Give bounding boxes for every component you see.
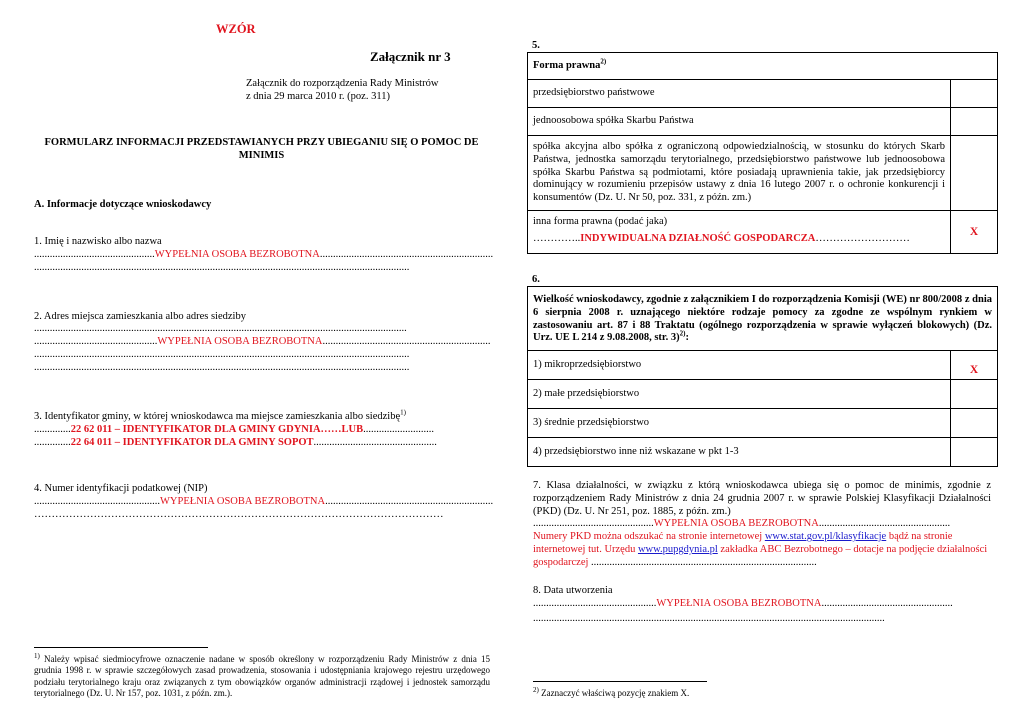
field1-value: WYPEŁNIA OSOBA BEZROBOTNA [154,249,320,260]
footnote-divider-2 [533,681,707,682]
footnote-ref-2b: 2) [679,329,686,338]
footnote-ref-2: 2) [600,57,607,66]
table-row [528,210,998,253]
table-row [528,380,998,409]
company-size-table [527,286,998,467]
field3-label: 3. Identyfikator gminy, w której wnioskodawca ma miejsce zamieszkania albo siedzibę$^{1)}$ [34,408,406,422]
field1-number: 1 [34,236,40,247]
field2-line4[interactable]: ............................................................................................................................................... [34,362,410,373]
legal-form-checkbox[interactable] [951,136,998,211]
section8-value-line[interactable]: ...............................................WYPEŁNIA OSOBA BEZROBOTNA.................................................. [533,597,953,609]
field4-label: 4. Numer identyfikacji podatkowej (NIP) [34,483,208,494]
stat-gov-link[interactable]: www.stat.gov.pl/klasyfikacje [764,531,887,543]
field2-label: 2. Adres miejsca zamieszkania albo adres siedziby [34,311,246,322]
section8 [533,585,991,625]
section8-value: WYPEŁNIA OSOBA BEZROBOTNA [656,597,822,609]
company-size-checkbox[interactable] [951,380,998,409]
field3-line1[interactable]: ..............22 62 011 – IDENTYFIKATOR DLA GMINY GDYNIA……LUB........................... [34,424,434,435]
form-title: FORMULARZ INFORMACJI PRZEDSTAWIANYCH PRZY UBIEGANIU SIĘ O POMOC DE MINIMIS [44,137,479,161]
table-row [528,409,998,438]
wzor-label: WZÓR [216,22,256,36]
section8-label: 8. Data utworzenia [533,585,613,596]
field4-line1[interactable]: ................................................WYPEŁNIA OSOBA BEZROBOTNA................................................................ [34,496,494,507]
legal-form-other [528,210,951,253]
footnote-2-ref: 2) [533,686,539,694]
field3-line2[interactable]: ..............22 64 011 – IDENTYFIKATOR DLA GMINY SOPOT............................................... [34,437,437,448]
field2-value: WYPEŁNIA OSOBA BEZROBOTNA [157,336,323,347]
field1-line1[interactable]: ..............................................WYPEŁNIA OSOBA BEZROBOTNA.................................................................. [34,249,494,260]
company-size-option-label: 1) mikroprzedsiębiorstwo [528,351,951,380]
attachment-reference [246,78,486,104]
field2-line2[interactable]: ...............................................WYPEŁNIA OSOBA BEZROBOTNA................................................................ [34,336,491,347]
field2-line3[interactable]: ............................................................................................................................................... [34,349,410,360]
section7-value-line[interactable]: ..............................................WYPEŁNIA OSOBA BEZROBOTNA.................................................. [533,518,951,530]
section7-value: WYPEŁNIA OSOBA BEZROBOTNA [653,518,819,530]
company-size-header: Wielkość wnioskodawcy, zgodnie z załącznikiem I do rozporządzenia Komisji (WE) nr 800/2008 z dnia 6 sierpnia 2008 r. uznającego niektóre rodzaje pomocy za zgodne ze wspólnym rynkiem w zastosowaniu art. 87 i 88 Traktatu (ogólnego rozporządzenia w sprawie wyłączeń blokowych) (Dz. Urz. UE L 214 z 9.08.2008, str. 3)$^{2)}$: [528,287,998,351]
section7 [533,480,991,570]
company-size-option-label: 3) średnie przedsiębiorstwo [528,409,951,438]
field2-line1[interactable]: .............................................................................................................................................. [34,323,407,334]
table-row [528,80,998,108]
section-a-title: A. Informacje dotyczące wnioskodawcy [34,199,212,210]
legal-form-option-label: przedsiębiorstwo państwowe [528,80,951,108]
company-size-checkbox[interactable]: X [951,351,998,380]
footnote-2 [533,688,689,699]
table-row [528,351,998,380]
company-size-option-label: 2) małe przedsiębiorstwo [528,380,951,409]
legal-form-option-label: spółka akcyjna albo spółka z ograniczoną odpowiedzialnością, w stosunku do których Skarb Państwa, jednostka samorządu terytorialnego, przedsiębiorstwo państwowe lub jednoosobowa spółka Skarbu Państwa są podmiotami, które posiadają uprawnienia takie, jak przedsiębiorcy dominujący w rozumieniu przepisów ustawy z dnia 16 lutego 2007 r. o ochronie konkurencji i konsumentów (Dz. U. Nr 50, poz. 331, z późn. zm.) [528,136,951,211]
field3-value1: 22 62 011 – IDENTYFIKATOR DLA GMINY GDYNIA……LUB [70,424,364,435]
field1-label: 1. Imię i nazwisko albo nazwa [34,236,162,247]
legal-form-table [527,52,998,254]
field4-line2[interactable]: ……………………………………………………………………………………………………… [34,509,444,520]
field3-value2: 22 64 011 – IDENTYFIKATOR DLA GMINY SOPOT [70,437,314,448]
company-size-checkbox[interactable] [951,438,998,467]
field4-value: WYPEŁNIA OSOBA BEZROBOTNA [160,496,326,507]
pupgdynia-link[interactable]: www.pupgdynia.pl [637,543,718,555]
legal-form-other-value-line[interactable]: …………..INDYWIDUALNA DZIAŁNOŚĆ GOSPODARCZA……………………… [533,232,910,244]
table-row [528,108,998,136]
footnote-divider [34,647,208,648]
table-row [528,136,998,211]
legal-form-header: Forma prawna$^{2)}$ [528,53,998,80]
footnote-ref-1: 1) [400,408,406,417]
attachment-reference-line2: z dnia 29 marca 2010 r. (poz. 311) [246,90,390,102]
legal-form-option-label: jednoosobowa spółka Skarbu Państwa [528,108,951,136]
legal-form-checkbox[interactable] [951,80,998,108]
section7-text: 7. Klasa działalności, w związku z którą wnioskodawca ubiega się o pomoc de minimis, zgodnie z rozporządzeniem Rady Ministrów z dnia 24 grudnia 2007 r. w sprawie Polskiej Klasyfikacji Działalności (PKD) (Dz. U. Nr 251, poz. 1885, z późn. zm.) [533,480,991,517]
legal-form-other-value: INDYWIDUALNA DZIAŁNOŚĆ GOSPODARCZA [580,232,816,244]
field2-number: 2 [34,311,40,322]
section8-line2[interactable]: ...................................................................................................................................... [533,612,885,624]
section5-number: 5. [532,40,540,51]
field1-line2[interactable]: ............................................................................................................................................... [34,262,410,273]
footnote-1 [34,654,490,699]
footnote-1-ref: 1) [34,652,40,660]
legal-form-checkbox[interactable] [951,108,998,136]
company-size-option-label: 4) przedsiębiorstwo inne niż wskazane w pkt 1-3 [528,438,951,467]
table-row [528,438,998,467]
attachment-number: Załącznik nr 3 [370,49,451,64]
field3-number: 3 [34,411,40,422]
company-size-checkbox[interactable] [951,409,998,438]
attachment-reference-line1: Załącznik do rozporządzenia Rady Ministrów [246,78,439,89]
field4-number: 4 [34,483,40,494]
section7-note: Numery PKD można odszukać na stronie internetowej www.stat.gov.pl/klasyfikacje bądź na stronie internetowej tut. Urzędu www.pupgdynia.pl zakładka ABC Bezrobotnego – dotacje na podjęcie działalności gospodarczej ...................................................................................... [533,531,988,568]
footnote-1-text: Należy wpisać siedmiocyfrowe oznaczenie nadane w sposób określony w rozporządzeniu Rady Ministrów z dnia 15 grudnia 1998 r. w sprawie szczegółowych zasad prowadzenia, stosowania i udostępniania krajowego rejestru urzędowego podziału terytorialnego kraju oraz związanych z tym obowiązków organów administracji rządowej i jednostek samorządu terytorialnego (Dz. U. Nr 157, poz. 1031, z późn. zm.). [34,654,490,698]
section6-number: 6. [532,274,540,285]
legal-form-checkbox[interactable]: X [951,210,998,253]
footnote-2-text: Zaznaczyć właściwą pozycję znakiem X. [538,688,690,698]
legal-form-other-label: inna forma prawna (podać jaka) [533,215,668,227]
